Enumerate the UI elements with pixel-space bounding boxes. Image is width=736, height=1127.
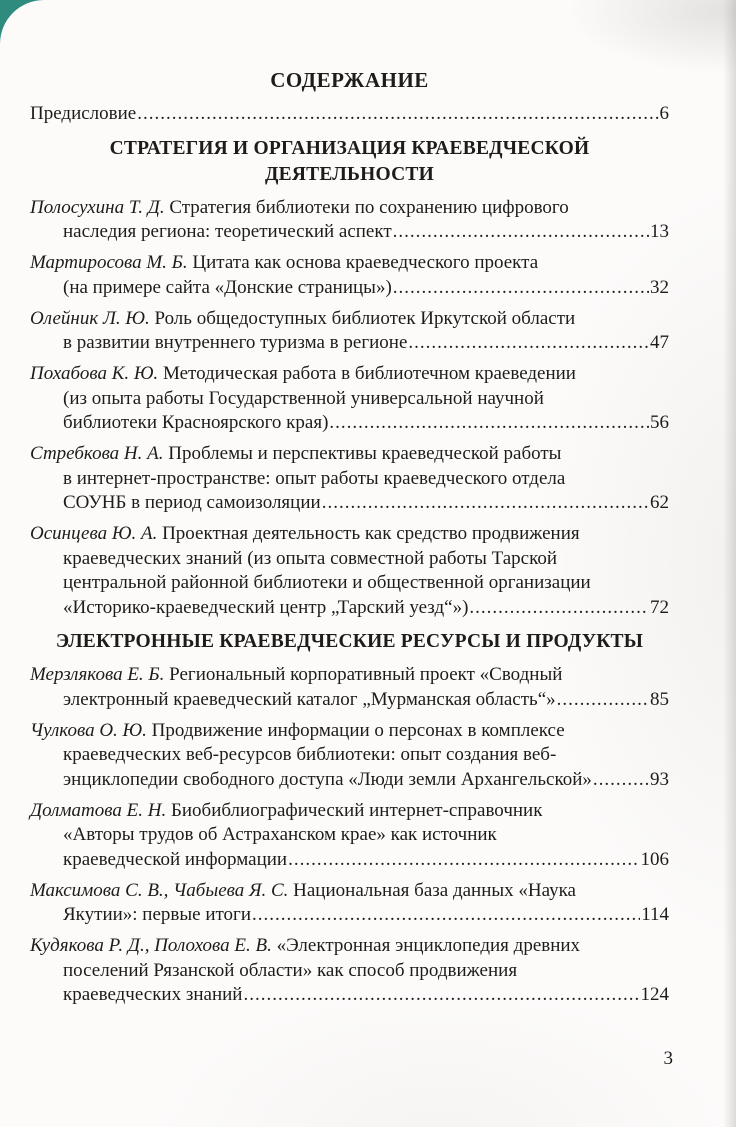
- toc-entry-text: «Историко-краеведческий центр „Тарский уезд“»): [63, 596, 469, 618]
- toc-entry-text: (на примере сайта «Донские страницы»): [63, 276, 392, 298]
- toc-entry: [30, 719, 669, 793]
- toc-entry-text: краеведческих знаний (из опыта совместной работы Тарской: [63, 547, 558, 569]
- toc-entry-line: [30, 220, 669, 245]
- entry-page-number: 47: [650, 332, 669, 353]
- toc-entry-line: [30, 442, 669, 467]
- toc-entry-text: энциклопедии свободного доступа «Люди земли Архангельской»: [63, 768, 592, 790]
- dot-leader: [322, 491, 649, 516]
- toc-entry-text: краеведческих веб-ресурсов библиотеки: опыт создания веб-: [63, 744, 557, 765]
- entry-author: Максимова С. В., Чабыева Я. С.: [30, 879, 294, 901]
- toc-entry-line: [30, 362, 669, 387]
- entry-page-number: 56: [650, 412, 669, 433]
- toc-entry-text: библиотеки Красноярского края): [63, 412, 329, 433]
- entry-page-number: 32: [650, 276, 669, 298]
- toc-entry-text: электронный краеведческий каталог „Мурманская область“»: [63, 688, 556, 710]
- dot-leader: [557, 688, 649, 713]
- toc-entry-text: Осинцева Ю. А. Проектная деятельность как средство продвижения: [30, 523, 580, 544]
- dot-leader: [408, 331, 649, 356]
- toc-entry: [30, 442, 669, 516]
- entry-author: Стребкова Н. А.: [30, 443, 169, 464]
- toc-entry-text: краеведческих знаний: [63, 984, 243, 1005]
- toc-entry-text: СОУНБ в период самоизоляции: [63, 492, 321, 513]
- toc-entry-line: [30, 823, 669, 848]
- toc-entry-line: [30, 743, 669, 768]
- toc-entry-text: Мерзлякова Е. Б. Региональный корпоративный проект «Сводный: [30, 664, 563, 685]
- toc-entry-text: Предисловие: [30, 103, 137, 124]
- toc-entry: [30, 663, 669, 712]
- entry-page-number: 13: [650, 221, 669, 242]
- section-heading-line: СТРАТЕГИЯ И ОРГАНИЗАЦИЯ КРАЕВЕДЧЕСКОЙ: [109, 137, 590, 159]
- entry-page-number: 106: [640, 848, 669, 870]
- dot-leader: [137, 102, 658, 127]
- toc-entry-line: [30, 768, 669, 793]
- toc-entry-line: [30, 522, 669, 547]
- toc-entry-line: [30, 903, 669, 928]
- entry-author: Долматова Е. Н.: [30, 799, 171, 821]
- toc-entry-text: Похабова К. Ю. Методическая работа в библиотечном краеведении: [30, 363, 576, 384]
- section-heading-line: ЭЛЕКТРОННЫЕ КРАЕВЕДЧЕСКИЕ РЕСУРСЫ И ПРОДУКТЫ: [55, 631, 644, 652]
- entry-page-number: 85: [650, 688, 669, 710]
- entry-author: Полосухина Т. Д.: [30, 196, 170, 218]
- toc-entry: [30, 307, 669, 356]
- toc-entry-text: Максимова С. В., Чабыева Я. С. Национальная база данных «Наука: [30, 879, 576, 901]
- toc-entry-text: Долматова Е. Н. Биобиблиографический интернет-справочник: [30, 799, 543, 821]
- dot-leader: [393, 276, 649, 301]
- toc-entry-text: «Авторы трудов об Астраханском крае» как источник: [63, 824, 497, 845]
- toc-entry: [30, 522, 669, 620]
- toc-entry-line: [30, 719, 669, 744]
- entry-author: Чулкова О. Ю.: [30, 719, 152, 741]
- dot-leader: [593, 768, 649, 793]
- toc-entry-text: в интернет-пространстве: опыт работы краеведческого отдела: [63, 467, 566, 489]
- entry-author: Похабова К. Ю.: [30, 363, 163, 384]
- toc-entry-text: наследия региона: теоретический аспект: [63, 221, 392, 242]
- toc-entry-line: [30, 102, 669, 127]
- toc-entry-line: [30, 688, 669, 713]
- toc-entry-line: [30, 491, 669, 516]
- toc-entry: [30, 934, 669, 1008]
- toc-entry-text: Олейник Л. Ю. Роль общедоступных библиотек Иркутской области: [30, 307, 576, 329]
- toc-entry-line: [30, 307, 669, 332]
- toc-entry-line: [30, 848, 669, 873]
- dot-leader: [329, 411, 649, 436]
- entry-page-number: 114: [641, 904, 669, 925]
- toc-entry: [30, 879, 669, 928]
- toc-entry-text: в развитии внутреннего туризма в регионе: [63, 332, 408, 353]
- toc-entry-text: поселений Рязанской области» как способ продвижения: [63, 959, 518, 981]
- entry-page-number: 124: [640, 984, 669, 1005]
- toc-entry-text: Стребкова Н. А. Проблемы и перспективы краеведческой работы: [30, 443, 562, 464]
- toc-entry-text: центральной районной библиотеки и общественной организации: [63, 572, 591, 593]
- section-heading: [30, 136, 669, 188]
- toc-entry-text: Полосухина Т. Д. Стратегия библиотеки по сохранению цифрового: [30, 196, 569, 218]
- toc-entry-text: Чулкова О. Ю. Продвижение информации о персонах в комплексе: [30, 719, 565, 741]
- entry-page-number: 62: [650, 492, 669, 513]
- toc-entry: [30, 251, 669, 300]
- page-title: СОДЕРЖАНИЕ: [270, 68, 429, 92]
- toc-entry: [30, 102, 669, 127]
- toc-entry-line: [30, 571, 669, 596]
- toc-entry-text: Мартиросова М. Б. Цитата как основа краеведческого проекта: [30, 252, 539, 273]
- entry-author: Мерзлякова Е. Б.: [30, 664, 170, 685]
- toc-entry-line: [30, 596, 669, 621]
- toc-entry-line: [30, 387, 669, 412]
- toc-entry-line: [30, 276, 669, 301]
- section-heading: [30, 629, 669, 655]
- toc-list: [30, 102, 669, 1008]
- entry-author: Олейник Л. Ю.: [30, 307, 155, 329]
- entry-page-number: 6: [659, 103, 669, 124]
- toc-entry-line: [30, 411, 669, 436]
- toc-entry: [30, 362, 669, 436]
- entry-author: Кудякова Р. Д., Полохова Е. В.: [30, 935, 277, 956]
- toc-entry: [30, 196, 669, 245]
- toc-entry-text: Якутии»: первые итоги: [63, 904, 252, 925]
- dot-leader: [469, 596, 649, 621]
- dot-leader: [243, 983, 639, 1008]
- toc-entry-text: (из опыта работы Государственной универсальной научной: [63, 387, 544, 409]
- toc-entry-line: [30, 934, 669, 959]
- toc-entry-line: [30, 799, 669, 824]
- toc-entry-line: [30, 331, 669, 356]
- toc-entry-line: [30, 663, 669, 688]
- dot-leader: [252, 903, 640, 928]
- toc-entry-line: [30, 959, 669, 984]
- section-heading-line: ДЕЯТЕЛЬНОСТИ: [265, 163, 434, 185]
- entry-page-number: 93: [650, 768, 669, 790]
- dot-leader: [393, 220, 649, 245]
- entry-page-number: 72: [650, 596, 669, 618]
- toc-entry-line: [30, 467, 669, 492]
- toc-entry-line: [30, 983, 669, 1008]
- toc-entry-text: Кудякова Р. Д., Полохова Е. В. «Электронная энциклопедия древних: [30, 935, 581, 956]
- entry-author: Мартиросова М. Б.: [30, 252, 193, 273]
- toc-entry-line: [30, 547, 669, 572]
- toc-entry-text: краеведческой информации: [63, 848, 288, 870]
- page-number: 3: [663, 1048, 673, 1069]
- dot-leader: [288, 848, 639, 873]
- toc-entry: [30, 799, 669, 873]
- toc-entry-line: [30, 196, 669, 221]
- toc-entry-line: [30, 251, 669, 276]
- toc-entry-line: [30, 879, 669, 904]
- entry-author: Осинцева Ю. А.: [30, 523, 163, 544]
